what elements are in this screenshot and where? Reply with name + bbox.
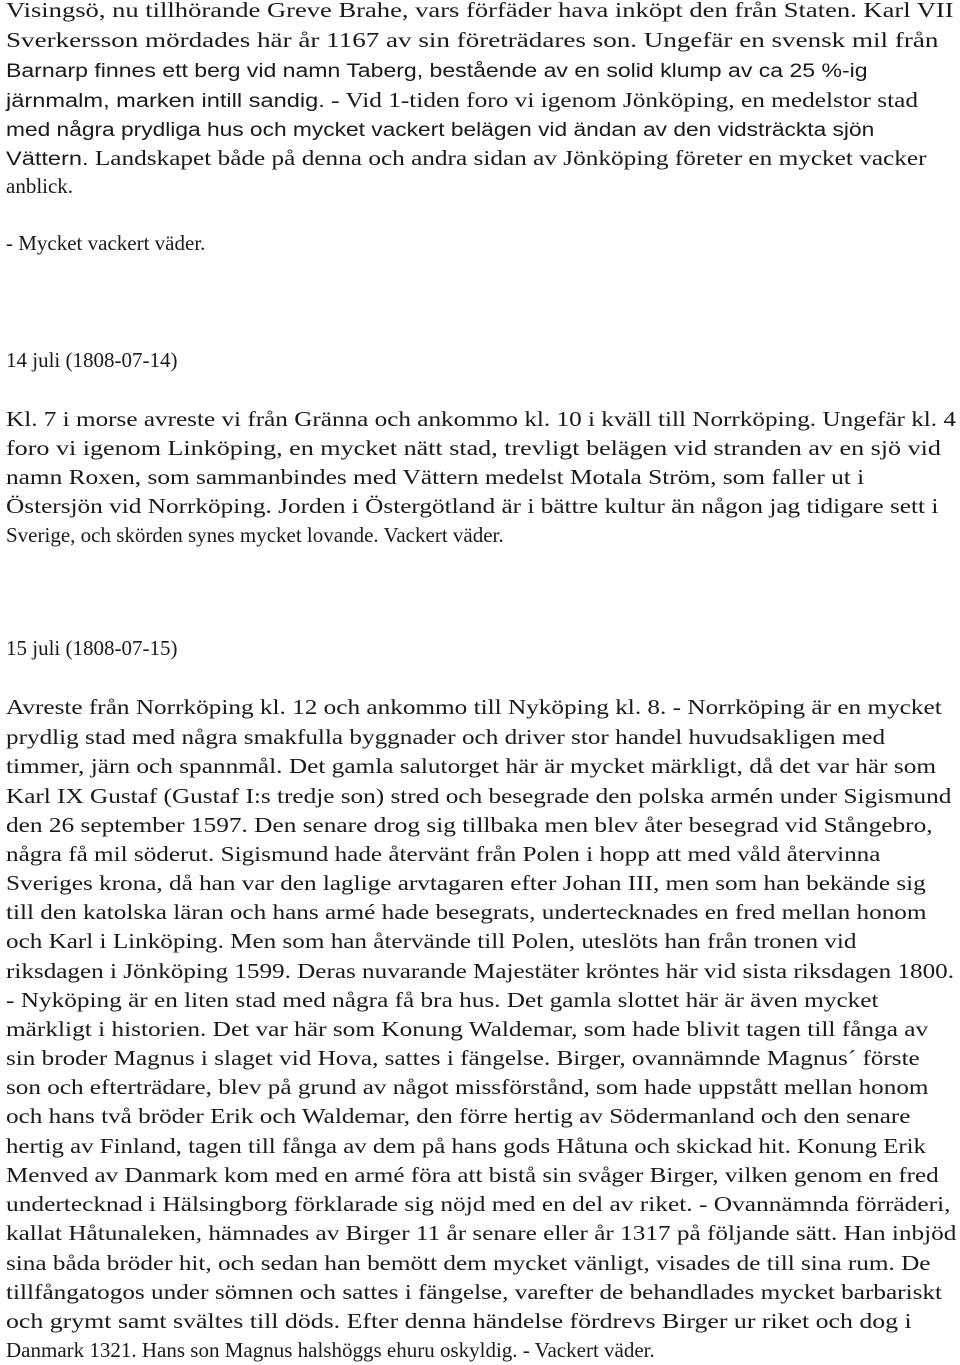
text-segment: tillfångatogos under sömnen och sattes i fängelse, varefter de behandlades mycket barbariskt [6, 1280, 943, 1304]
text-line [6, 1249, 930, 1278]
text-line [6, 927, 856, 956]
text-segment: Menved av Danmark kom med en armé föra att bistå sin svåger Birger, vilken genom en fred [6, 1163, 939, 1187]
text-segment: till den katolska läran och hans armé hade besegrats, undertecknades en fred mellan honom [6, 900, 927, 924]
text-segment: Karl IX Gustaf (Gustaf I:s tredje son) stred och besegrade den polska armén under Sigismund [6, 784, 952, 808]
text-segment: sina båda bröder hit, och sedan han bemött dem mycket vänligt, visades de till sina rum. De [6, 1251, 931, 1275]
text-segment: foro vi igenom Linköping, en mycket nätt stad, trevligt belägen vid stranden av en sjö vid [6, 436, 941, 460]
text-segment: - Nyköping är en liten stad med några få bra hus. Det gamla slottet här är även mycket [6, 988, 879, 1012]
text-segment: märkligt i historien. Det var här som Konung Waldemar, som hade blivit tagen till fånga av [6, 1017, 929, 1041]
text-segment: riksdagen i Jönköping 1599. Deras nuvarande Majestäter kröntes här vid sista riksdagen 1800. [6, 959, 955, 983]
text-line [6, 229, 205, 258]
text-line [6, 1190, 950, 1219]
text-line [6, 86, 918, 115]
text-line [6, 346, 177, 375]
text-segment: son och efterträdare, blev på grund av något missförstånd, som hade uppstått mellan honom [6, 1075, 929, 1099]
text-segment: Sverige, och skörden synes mycket lovande. Vackert väder. [6, 523, 504, 547]
text-segment: Sveriges krona, då han var den laglige arvtagaren efter Johan III, men som han bekände sig [6, 871, 926, 895]
text-line [6, 693, 942, 722]
text-segment: Sverkersson mördades här år 1167 av sin företrädares son. Ungefär en svensk mil från [6, 28, 939, 52]
text-line [6, 1073, 928, 1102]
text-segment: Östersjön vid Norrköping. Jorden i Östergötland är i bättre kultur än någon jag tidigare sett i [6, 494, 939, 518]
text-line [6, 115, 874, 144]
text-line [6, 56, 868, 85]
text-line [6, 1278, 942, 1307]
text-line [6, 463, 864, 492]
text-line [6, 521, 504, 550]
text-segment: hertig av Finland, tagen till fånga av dem på hans gods Håtuna och skickad hit. Konung Erik [6, 1134, 926, 1158]
text-line [6, 723, 885, 752]
text-line [6, 144, 927, 173]
text-segment: anblick. [6, 174, 74, 198]
text-line [6, 1132, 926, 1161]
text-line [6, 1044, 920, 1073]
text-segment: med några prydliga hus och mycket vackert belägen vid ändan av den vidsträckta sjön [6, 119, 875, 141]
text-line [6, 405, 956, 434]
text-line [6, 1015, 928, 1044]
text-segment: namn Roxen, som sammanbindes med Vättern medelst Motala Ström, som faller ut i [6, 465, 865, 489]
text-line [6, 1307, 912, 1336]
text-segment: Landskapet både på denna och andra sidan av Jönköping företer en mycket vacker [88, 146, 927, 170]
text-segment: - Mycket vackert väder. [6, 231, 206, 255]
text-line [6, 898, 926, 927]
text-line [6, 840, 880, 869]
text-line [6, 1161, 939, 1190]
text-line [6, 782, 951, 811]
text-segment: Visingsö, nu tillhörande Greve Brahe, vars förfäder hava inköpt den från Staten. Karl VII [6, 0, 954, 22]
text-segment: Avreste från Norrköping kl. 12 och ankommo till Nyköping kl. 8. - Norrköping är en mycket [6, 695, 942, 719]
text-line [6, 434, 941, 463]
text-segment: och Karl i Linköping. Men som han återvände till Polen, uteslöts han från tronen vid [6, 929, 857, 953]
text-segment: Kl. 7 i morse avreste vi från Gränna och ankommo kl. 10 i kväll till Norrköping. Ungefär kl. 4 [6, 407, 956, 431]
text-segment: sin broder Magnus i slaget vid Hova, sattes i fängelse. Birger, ovannämnde Magnus´ förste [6, 1046, 920, 1070]
text-segment: Vättern. [6, 148, 89, 170]
text-line [6, 869, 926, 898]
text-segment: kallat Håtunaleken, hämnades av Birger 11 år senare eller år 1317 på följande sätt. Han inbjöd [6, 1221, 957, 1245]
text-segment: några få mil söderut. Sigismund hade återvänt från Polen i hopp att med våld återvinna [6, 842, 881, 866]
text-segment: Barnarp finnes ett berg vid namn Taberg, bestående av en solid klump av ca 25 %-ig [6, 60, 868, 82]
text-segment: den 26 september 1597. Den senare drog sig tillbaka men blev åter besegrad vid Stångebro, [6, 813, 933, 837]
text-line [6, 1336, 655, 1365]
text-segment: Danmark 1321. Hans son Magnus halshöggs ehuru oskyldig. - Vackert väder. [6, 1338, 655, 1362]
text-line [6, 752, 936, 781]
text-line [6, 172, 73, 201]
text-segment: järnmalm, marken intill sandig. [6, 90, 325, 112]
text-line [6, 1102, 910, 1131]
text-line [6, 986, 879, 1015]
text-line [6, 0, 954, 25]
text-line [6, 1219, 956, 1248]
text-segment: och hans två bröder Erik och Waldemar, den förre hertig av Södermanland och den senare [6, 1104, 911, 1128]
text-line [6, 811, 933, 840]
text-segment: undertecknad i Hälsingborg förklarade sig nöjd med en del av riket. - Ovannämnda förräderi, [6, 1192, 951, 1216]
text-segment: prydlig stad med några smakfulla byggnader och driver stor handel huvudsakligen med [6, 725, 886, 749]
text-line [6, 634, 177, 663]
text-segment: - Vid 1-tiden foro vi igenom Jönköping, en medelstor stad [324, 88, 919, 112]
text-segment: 14 juli (1808-07-14) [6, 348, 178, 372]
text-line [6, 26, 938, 55]
text-line [6, 957, 954, 986]
text-line [6, 492, 938, 521]
text-segment: timmer, järn och spannmål. Det gamla salutorget här är mycket märkligt, då det var här som [6, 754, 937, 778]
text-segment: och grymt samt svältes till döds. Efter denna händelse fördrevs Birger ur riket och dog i [6, 1309, 912, 1333]
text-segment: 15 juli (1808-07-15) [6, 636, 178, 660]
